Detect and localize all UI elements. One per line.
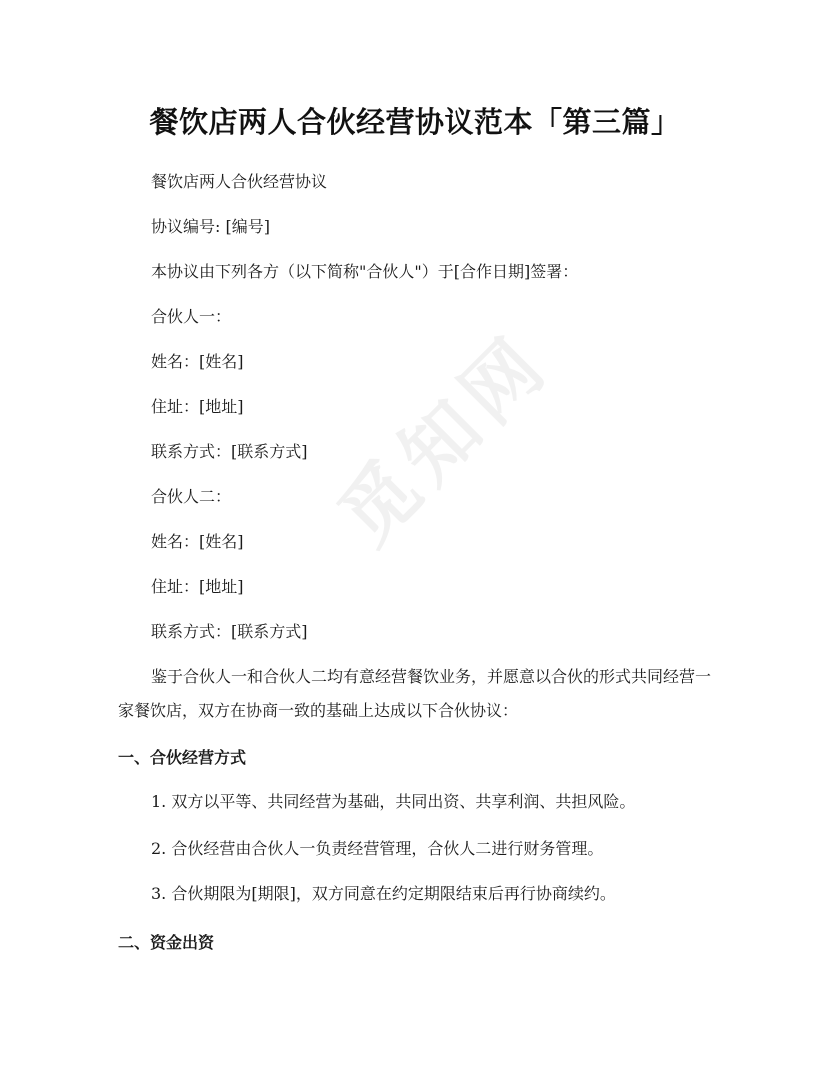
section-heading: 二、资金出资 [118, 933, 215, 952]
document-title: 餐饮店两人合伙经营协议范本「第三篇」 [149, 105, 681, 139]
paragraph: 住址：[地址] [151, 397, 244, 416]
intro-paragraph: 鉴于合伙人一和合伙人二均有意经营餐饮业务，并愿意以合伙的形式共同经营一家餐饮店，双方在协商一致的基础上达成以下合伙协议： [118, 667, 712, 720]
paragraph: 姓名：[姓名] [151, 352, 244, 371]
paragraph: 联系方式：[联系方式] [151, 442, 308, 461]
list-item: 1. 双方以平等、共同经营为基础，共同出资、共享利润、共担风险。 [151, 792, 636, 811]
paragraph: 合伙人二： [151, 487, 232, 506]
paragraph: 联系方式：[联系方式] [151, 622, 308, 641]
paragraph: 合伙人一： [151, 307, 232, 326]
paragraph: 住址：[地址] [151, 577, 244, 596]
list-item: 3. 合伙期限为[期限]，双方同意在约定期限结束后再行协商续约。 [151, 884, 616, 903]
watermark: 觅知网 [321, 316, 567, 562]
paragraph: 本协议由下列各方（以下简称"合伙人"）于[合作日期]签署： [151, 262, 579, 281]
paragraph: 餐饮店两人合伙经营协议 [151, 172, 328, 191]
list-item: 2. 合伙经营由合伙人一负责经营管理，合伙人二进行财务管理。 [151, 839, 604, 858]
paragraph: 协议编号: [编号] [151, 217, 270, 236]
paragraph: 姓名：[姓名] [151, 532, 244, 551]
section-heading: 一、合伙经营方式 [118, 748, 247, 767]
